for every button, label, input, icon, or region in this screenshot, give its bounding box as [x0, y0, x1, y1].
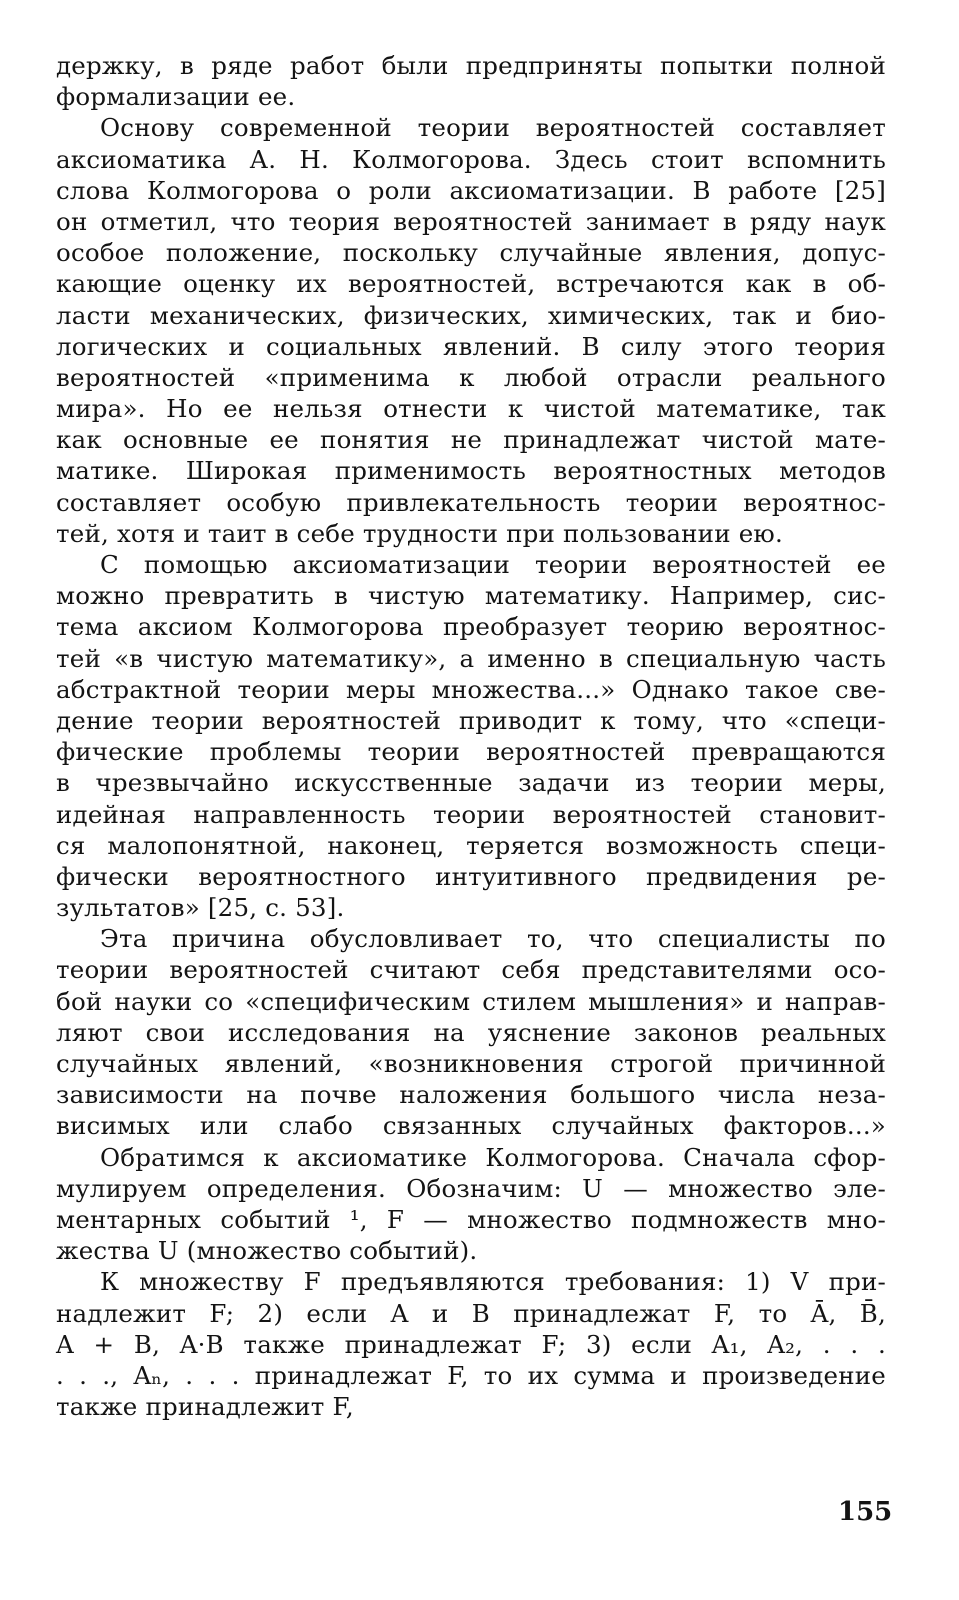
- text-line: держку, в ряде работ были предприняты попытки полной: [56, 51, 886, 80]
- text-line: составляет особую привлекательность теории вероятнос-: [56, 487, 886, 517]
- text-line: ментарных событий ¹, F — множество подмножеств мно-: [56, 1204, 886, 1234]
- text-line: как основные ее понятия не принадлежат чистой мате-: [56, 425, 886, 455]
- text-line: мира». Но ее нельзя отнести к чистой математике, так: [56, 394, 886, 424]
- page-number: 155: [838, 1497, 893, 1527]
- text-line: тей «в чистую математику», а именно в специальную часть: [56, 643, 886, 673]
- text-line: фически вероятностного интуитивного предвидения ре-: [56, 861, 886, 891]
- text-line: Основу современной теории вероятностей составляет: [100, 113, 886, 143]
- text-line: случайных явлений, «возникновения строгой причинной: [56, 1049, 886, 1078]
- text-line: можно превратить в чистую математику. Например, сис-: [56, 581, 886, 611]
- text-line: Обратимся к аксиоматике Колмогорова. Сначала сфор-: [100, 1142, 886, 1172]
- text-line: надлежит F; 2) если A и B принадлежат F, то Ā, B̄,: [56, 1298, 886, 1328]
- page-body: [56, 50, 886, 1422]
- text-line: также принадлежит F,: [56, 1392, 354, 1422]
- text-line: зультатов» [25, с. 53].: [56, 893, 345, 923]
- text-line: жества U (множество событий).: [56, 1236, 478, 1266]
- text-line: ляют свои исследования на уяснение законов реальных: [56, 1017, 886, 1047]
- text-line: кающие оценку их вероятностей, встречаются как в об-: [56, 269, 886, 299]
- text-line: дение теории вероятностей приводит к тому, что «специ-: [56, 705, 886, 735]
- text-line: особое положение, поскольку случайные явления, допус-: [56, 238, 886, 268]
- text-line: Эта причина обусловливает то, что специалисты по: [100, 924, 886, 954]
- text-line: тема аксиом Колмогорова преобразует теорию вероятнос-: [56, 612, 886, 642]
- text-line: теории вероятностей считают себя представителями осо-: [56, 955, 886, 985]
- text-line: К множеству F предъявляются требования: 1) V при-: [100, 1267, 886, 1297]
- text-line: матике. Широкая применимость вероятностных методов: [56, 456, 886, 486]
- text-line: ся малопонятной, наконец, теряется возможность специ-: [56, 830, 886, 860]
- text-line: формализации ее.: [56, 82, 296, 112]
- text-line: идейная направленность теории вероятностей становит-: [56, 799, 886, 829]
- text-line: С помощью аксиоматизации теории вероятностей ее: [100, 550, 886, 579]
- text-line: слова Колмогорова о роли аксиоматизации. В работе [25]: [56, 175, 886, 205]
- text-line: A + B, A·B также принадлежат F; 3) если A₁, A₂, . . .: [56, 1329, 886, 1359]
- text-line: вероятностей «применима к любой отрасли реального: [56, 362, 886, 392]
- text-line: тей, хотя и таит в себе трудности при пользовании ею.: [56, 518, 783, 548]
- text-line: в чрезвычайно искусственные задачи из теории меры,: [56, 768, 886, 798]
- text-line: бой науки со «специфическим стилем мышления» и направ-: [56, 986, 886, 1016]
- text-line: висимых или слабо связанных случайных факторов...»: [56, 1111, 886, 1141]
- text-line: аксиоматика А. Н. Колмогорова. Здесь стоит вспомнить: [56, 144, 886, 174]
- text-line: ласти механических, физических, химических, так и био-: [56, 300, 886, 330]
- text-line: абстрактной теории меры множества...» Однако такое све-: [56, 674, 886, 704]
- text-line: он отметил, что теория вероятностей занимает в ряду наук: [56, 206, 886, 236]
- text-line: зависимости на почве наложения большого числа неза-: [56, 1080, 886, 1110]
- text-line: фические проблемы теории вероятностей превращаются: [56, 737, 886, 767]
- text-line: мулируем определения. Обозначим: U — множество эле-: [56, 1173, 886, 1203]
- text-line: . . ., Aₙ, . . . принадлежат F, то их сумма и произведение: [56, 1360, 886, 1390]
- text-line: логических и социальных явлений. В силу этого теория: [56, 331, 886, 361]
